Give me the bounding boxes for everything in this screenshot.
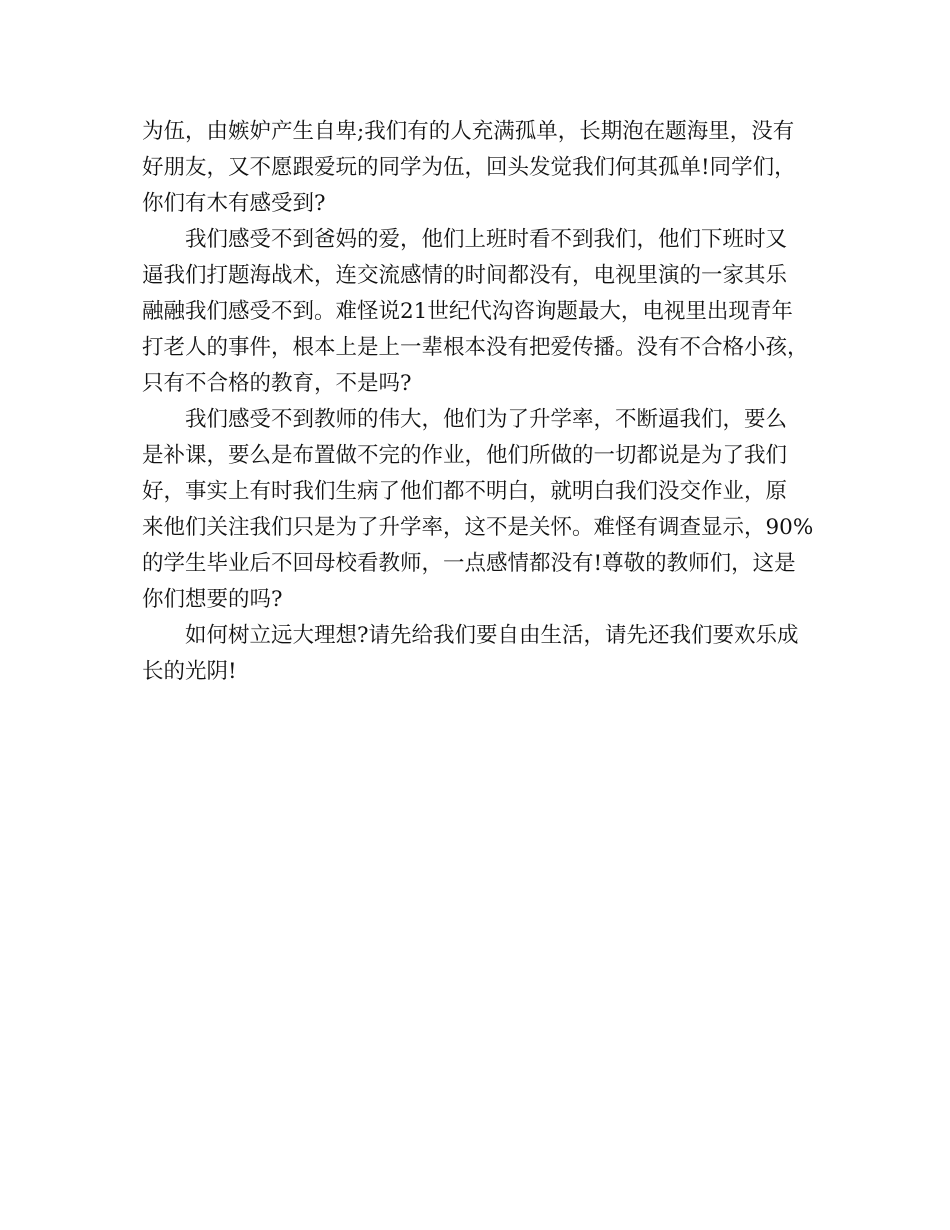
text-line: 逼我们打题海战术，连交流感情的时间都没有，电视里演的一家其乐 — [142, 263, 788, 288]
paragraph-start-line: 我们感受不到教师的伟大，他们为了升学率，不断逼我们，要么 — [185, 407, 788, 432]
text-line: 是补课，要么是布置做不完的作业，他们所做的一切都说是为了我们 — [142, 443, 788, 468]
text-line: 的学生毕业后不回母校看教师，一点感情都没有!尊敬的教师们，这是 — [142, 551, 796, 576]
text-line: 好，事实上有时我们生病了他们都不明白，就明白我们没交作业，原 — [142, 479, 788, 504]
text-line: 长的光阴! — [142, 659, 237, 684]
text-line: 融融我们感受不到。难怪说21世纪代沟咨询题最大，电视里出现青年 — [142, 299, 793, 324]
text-line: 好朋友，又不愿跟爱玩的同学为伍，回头发觉我们何其孤单!同学们， — [142, 155, 796, 180]
text-line: 你们有木有感受到? — [142, 191, 326, 216]
paragraph-start-line: 我们感受不到爸妈的爱，他们上班时看不到我们，他们下班时又 — [185, 227, 788, 252]
paragraph-start-line: 如何树立远大理想?请先给我们要自由生活，请先还我们要欢乐成 — [185, 623, 799, 648]
text-line: 打老人的事件，根本上是上一辈根本没有把爱传播。没有不合格小孩， — [142, 335, 809, 360]
text-line: 为伍，由嫉妒产生自卑;我们有的人充满孤单，长期泡在题海里，没有 — [142, 119, 795, 144]
text-line: 你们想要的吗? — [142, 587, 283, 612]
text-line: 来他们关注我们只是为了升学率，这不是关怀。难怪有调查显示，90% — [142, 515, 814, 540]
document-body — [142, 114, 832, 690]
text-line: 只有不合格的教育，不是吗? — [142, 371, 412, 396]
